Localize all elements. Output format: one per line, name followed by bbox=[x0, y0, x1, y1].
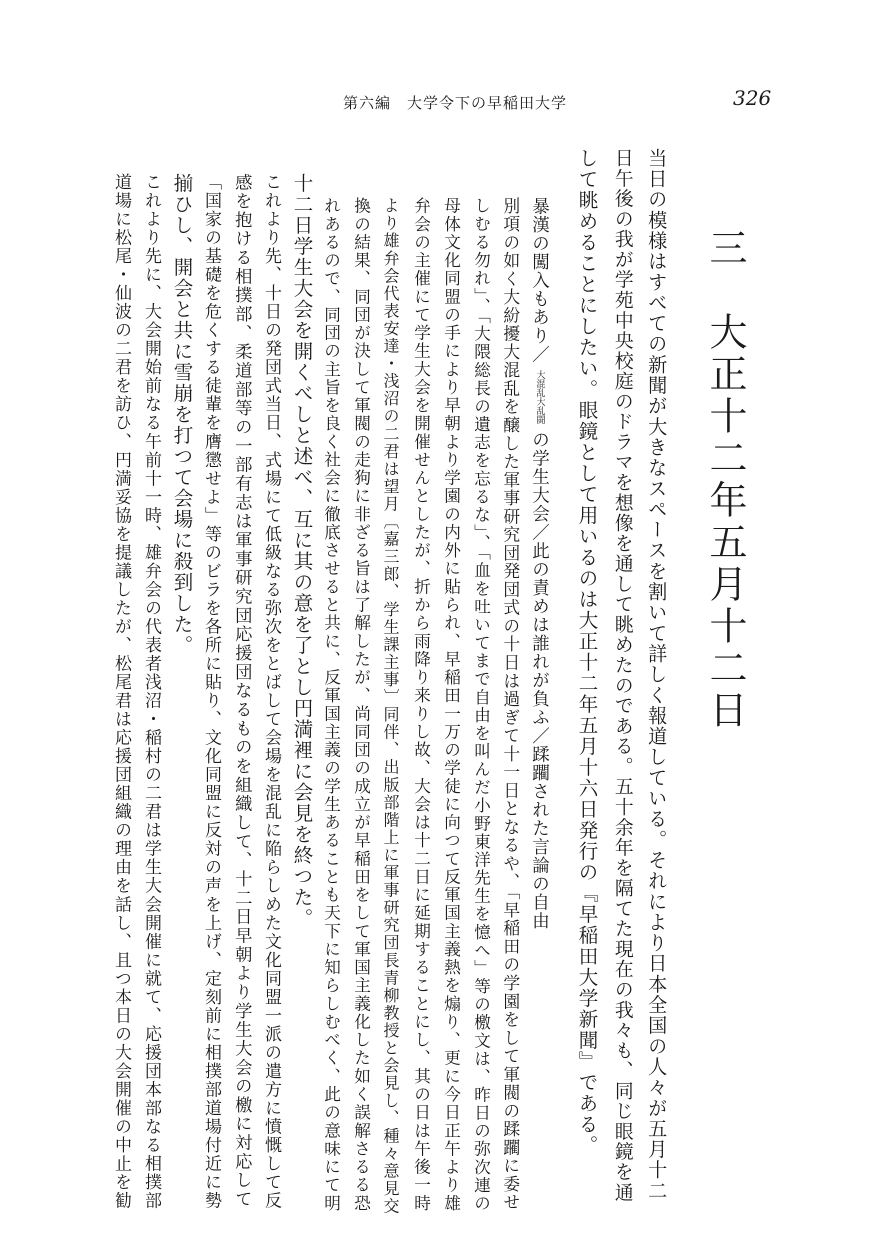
article-line-9: これより先、十日の発団式当日、式場にて低級なる弥次をとばして会場を混乱に陥らしめた文化同盟一派の遣方に憤慨して反 bbox=[261, 173, 282, 1211]
page-number: 326 bbox=[733, 86, 772, 110]
intro-line-1: 当日の模様はすべての新聞が大きなスペースを割いて詳しく報道している。それにより日本全国の人々が五月十二 bbox=[645, 148, 669, 1202]
intro-line-3: して眺めることにしたい。眼鏡として用いるのは大正十二年五月十六日発行の『早稲田大学新聞』である。 bbox=[575, 148, 599, 1156]
article-heading bbox=[530, 197, 548, 930]
article-line-5: より雄弁会代表安達・浅沼の二君は望月〔嘉三郎、学生課主事〕同伴、出版部階上に軍事研究団長青柳教授と会見し、種々意見交 bbox=[381, 197, 401, 1215]
article-line-11: 「国家の基礎を危くする徒輩を膺懲せよ」等のビラを各所に貼り、文化同盟に反対の声を上げ、定刻前に相撲部道場付近に勢 bbox=[201, 173, 222, 1211]
article-line-13: これより先に、大会開始前なる午前十一時、雄弁会の代表者浅沼・稲村の二君は学生大会開催に就て、応援団本部なる相撲部 bbox=[141, 173, 162, 1211]
article-line-4: 弁会の主催にて学生大会を開催せんとしたが、折から雨降り来りし故、大会は十二日に延期することにし、其の日は午後一時 bbox=[411, 197, 431, 1213]
article-line-8: 十二日学生大会を開くべしと述べ、互に其の意を了とし円満裡に会見を終つた。 bbox=[290, 173, 314, 929]
article-heading-ruby-line-1: 大混乱 bbox=[534, 370, 545, 398]
intro-line-2: 日午後の我が学苑中央校庭のドラマを想像を通して眺めたのである。五十余年を隔てた現在の我々も、同じ眼鏡を通 bbox=[611, 148, 633, 1203]
article-heading-post: の学生大会／此の責めは誰れが負ふ／蹂躙された言論の自由 bbox=[529, 430, 550, 931]
article-heading-ruby-line-2: 大乱闘 bbox=[534, 397, 545, 425]
article-heading-pre: 暴漢の闖入もあり／ bbox=[529, 197, 550, 364]
article-line-1: 別項の如く大紛擾大混乱を醸した軍事研究団発団式の十日は過ぎて十一日となるや、「早稲田の学園をして軍閥の蹂躙に委せ bbox=[500, 197, 521, 1212]
article-heading-ruby bbox=[535, 370, 545, 424]
article-line-6: 換の結果、同団が決して軍閥の走狗に非ざる旨は了解したが、尚同団の成立が早稲田をして軍国主義化した如く誤解さるる恐 bbox=[351, 197, 371, 1213]
article-line-14: 道場に松尾・仙波の二君を訪ひ、円満妥協を提議したが、松尾君は応援団組織の理由を話し、且つ本日の大会開催の中止を勧 bbox=[111, 173, 132, 1211]
article-line-7: れあるので、同団の主旨を良く社会に徹底させると共に、反軍国主義の学生あることも天下に知らしむべく、此の意味にて明 bbox=[321, 197, 341, 1213]
article-line-12: 揃ひし、開会と共に雪崩を打つて会場に殺到した。 bbox=[170, 173, 194, 656]
running-head: 第六編 大学令下の早稲田大学 bbox=[343, 94, 568, 112]
article-line-10: 感を抱ける相撲部、柔道部等の一部有志は軍事研究団応援団なるものを組織して、十二日早朝より学生大会の檄に対応して bbox=[231, 173, 252, 1209]
article-line-2: しむる勿れ」、「大隈総長の遺志を忘るな」、「血を吐いてまで自由を叫んだ小野東洋先生を憶へ」等の檄文は、昨日の弥次連の bbox=[471, 197, 491, 1213]
article-line-3: 母体文化同盟の手により早朝より学園の内外に貼られ、早稲田一万の学徒に向つて反軍国主義熱を煽り、更に今日正午より雄 bbox=[441, 197, 461, 1213]
section-title: 三 大正十二年五月十二日 bbox=[703, 228, 747, 732]
